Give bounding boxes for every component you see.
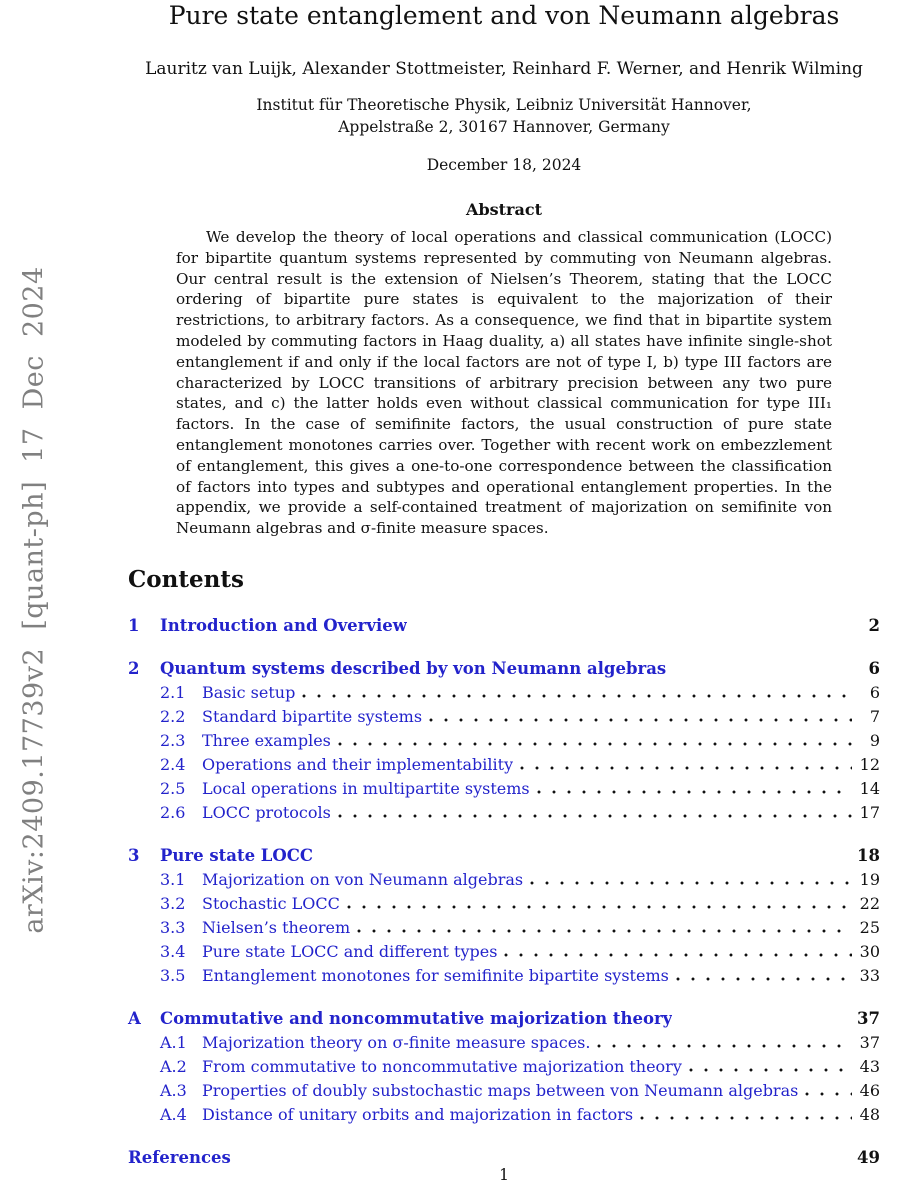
toc-entry-page: 2 [868,615,880,635]
toc-section-entry[interactable] [128,657,880,681]
toc-subsection-entry[interactable] [128,1055,880,1079]
abstract-text: We develop the theory of local operations and classical communication (LOCC) for bipartite quantum systems represented by commuting von Neumann algebras. Our central result is the extension of Nielsen’s Theorem, stating that the LOCC ordering of bipartite pure states is equivalent to the majorization of their restrictions, to arbitrary factors. As a consequence, we find that in bipartite system modeled by commuting factors in Haag duality, a) all states have infinite single-shot entanglement if and only if the local factors are not of type I, b) type III factors are characterized by LOCC transitions of arbitrary precision between any two pure states, and c) the latter holds even without classical communication for type III₁ factors. In the case of semifinite factors, the usual construction of pure state entanglement monotones carries over. Together with recent work on embezzlement of entanglement, this gives a one-to-one correspondence between the classification of factors into types and subtypes and operational entanglement properties. In the appendix, we provide a self-contained treatment of majorization on semifinite von Neumann algebras and σ-finite measure spaces. [176,228,832,538]
toc-entry-page: 22 [859,893,880,913]
toc-entry-number: 2.4 [160,754,186,774]
toc-section-entry[interactable] [128,614,880,638]
affiliation-line-2: Appelstraße 2, 30167 Hannover, Germany [338,118,670,136]
toc-subsection-entry[interactable] [128,868,880,892]
toc-entry-page: 37 [857,1008,880,1028]
toc-entry-number: 3 [128,845,140,865]
toc-entry-title: Pure state LOCC [160,845,314,865]
toc-entry-number: 3.3 [160,917,186,937]
toc-entry-page: 14 [859,778,880,798]
toc-entry-title: LOCC protocols [202,802,331,822]
toc-entry-title: Local operations in multipartite systems [202,778,530,798]
toc-entry-number: 3.2 [160,893,186,913]
page-footer-number: 1 [499,1166,509,1184]
toc-entry-page: 17 [859,802,880,822]
toc-dot-leader [530,868,852,892]
toc-entry-page: 43 [859,1056,880,1076]
toc-entry-title: Three examples [202,730,331,750]
toc-entry-title: Entanglement monotones for semifinite bipartite systems [202,965,669,985]
paper-title: Pure state entanglement and von Neumann algebras [168,1,840,30]
toc-entry-title: Introduction and Overview [160,615,407,635]
toc-entry-number: A.2 [160,1056,187,1076]
abstract-block [176,200,832,539]
toc-subsection-entry[interactable] [128,964,880,988]
toc-subsection-entry[interactable] [128,1031,880,1055]
toc-entry-page: 18 [857,845,880,865]
toc-entry-number: A.4 [160,1104,187,1124]
toc-entry-page: 19 [859,869,880,889]
toc-subsection-entry[interactable] [128,892,880,916]
toc-entry-number: 3.5 [160,965,186,985]
toc-entry-page: 12 [859,754,880,774]
toc-dot-leader [805,1079,852,1103]
toc-entry-number: 2.5 [160,778,186,798]
toc-dot-leader [357,916,852,940]
toc-dot-leader [338,801,852,825]
toc-entry-title: Pure state LOCC and different types [202,941,498,961]
toc-entry-title: Stochastic LOCC [202,893,340,913]
page-content [128,0,880,1184]
toc-entry-page: 49 [857,1147,880,1167]
toc-entry-number: A.3 [160,1080,187,1100]
toc-entry-title: Nielsen’s theorem [202,917,351,937]
toc-entry-page: 33 [859,965,880,985]
toc-entry-page: 46 [859,1080,880,1100]
toc-entry-title: Basic setup [202,682,296,702]
toc-entry-number: A [128,1008,141,1028]
toc-entry-title: References [128,1147,231,1167]
toc-dot-leader [520,753,852,777]
toc-subsection-entry[interactable] [128,940,880,964]
toc-dot-leader [429,705,852,729]
toc-dot-leader [338,729,852,753]
toc-entry-number: 2.6 [160,802,186,822]
toc-entry-number: 3.1 [160,869,186,889]
toc-entry-title: Operations and their implementability [202,754,514,774]
toc-entry-page: 7 [869,706,880,726]
toc-entry-page: 25 [859,917,880,937]
paper-date: December 18, 2024 [426,156,582,174]
toc-entry-title: Standard bipartite systems [202,706,423,726]
toc-entry-title: Majorization on von Neumann algebras [202,869,524,889]
toc-subsection-entry[interactable] [128,801,880,825]
affiliation [128,94,880,138]
abstract-heading: Abstract [466,200,542,219]
toc-subsection-entry[interactable] [128,916,880,940]
toc-entry-title: Quantum systems described by von Neumann algebras [160,658,667,678]
toc-dot-leader [537,777,852,801]
authors-line: Lauritz van Luijk, Alexander Stottmeister, Reinhard F. Werner, and Henrik Wilming [145,59,863,79]
toc-entry-number: 2.2 [160,706,186,726]
toc-entry-number: 2 [128,658,140,678]
toc-entry-page: 37 [859,1032,880,1052]
affiliation-line-1: Institut für Theoretische Physik, Leibniz Universität Hannover, [256,96,752,114]
toc-entry-page: 6 [868,658,880,678]
toc-entry-title: Majorization theory on σ-finite measure spaces. [202,1032,591,1052]
contents-heading: Contents [128,565,244,593]
toc-dot-leader [689,1055,852,1079]
toc-dot-leader [302,681,852,705]
toc-subsection-entry[interactable] [128,705,880,729]
toc-subsection-entry[interactable] [128,753,880,777]
toc-subsection-entry[interactable] [128,777,880,801]
toc-entry-number: A.1 [160,1032,187,1052]
toc-section-entry[interactable] [128,844,880,868]
toc-entry-title: Properties of doubly substochastic maps between von Neumann algebras [202,1080,799,1100]
toc-section-entry[interactable] [128,1007,880,1031]
toc-subsection-entry[interactable] [128,1103,880,1127]
toc-entry-number: 3.4 [160,941,186,961]
toc-list [128,614,880,1170]
toc-entry-title: Commutative and noncommutative majorization theory [160,1008,673,1028]
toc-dot-leader [347,892,852,916]
toc-subsection-entry[interactable] [128,681,880,705]
toc-entry-title: Distance of unitary orbits and majorization in factors [202,1104,634,1124]
toc-dot-leader [676,964,852,988]
toc-entry-page: 48 [859,1104,880,1124]
toc-entry-title: From commutative to noncommutative majorization theory [202,1056,682,1076]
toc-subsection-entry[interactable] [128,1079,880,1103]
toc-dot-leader [504,940,852,964]
arxiv-watermark: arXiv:2409.17739v2 [quant-ph] 17 Dec 2024 [18,266,50,934]
toc-entry-number: 2.1 [160,682,186,702]
toc-entry-page: 6 [869,682,880,702]
toc-entry-page: 30 [859,941,880,961]
toc-dot-leader [597,1031,852,1055]
toc-entry-page: 9 [869,730,880,750]
toc-entry-number: 2.3 [160,730,186,750]
toc-subsection-entry[interactable] [128,729,880,753]
toc-dot-leader [640,1103,852,1127]
toc-entry-number: 1 [128,615,140,635]
